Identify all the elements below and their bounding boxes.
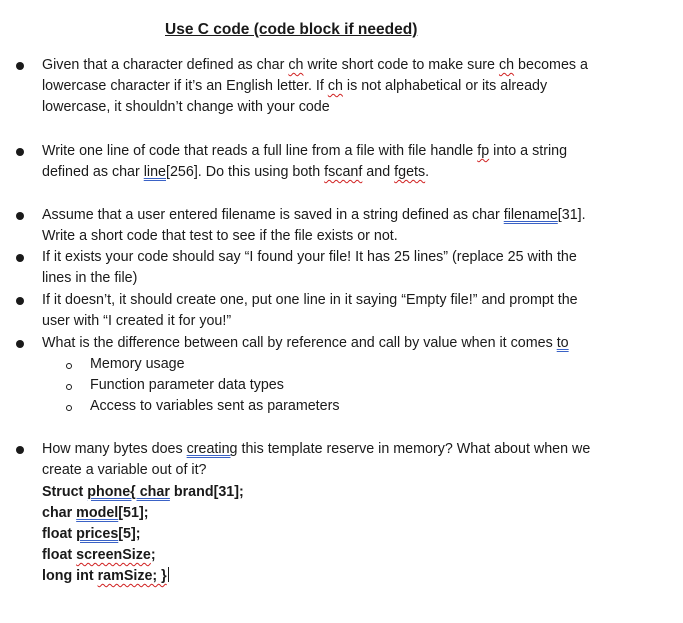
- sub-item-memory-usage: Memory usage: [90, 356, 185, 372]
- question-7-line-2: create a variable out of it?: [42, 462, 207, 478]
- question-6-line-1: What is the difference between call by reference and call by value when it comes to: [42, 335, 569, 351]
- page-title: Use C code (code block if needed): [165, 21, 418, 38]
- question-2-line-2: defined as char line[256]. Do this using both fscanf and fgets.: [42, 164, 430, 180]
- bullet-icon: [16, 340, 24, 348]
- grammar-flag: line: [143, 164, 166, 180]
- question-7-line-1: How many bytes does creating this template reserve in memory? What about when we: [42, 441, 591, 457]
- sub-item-parameter-types: Function parameter data types: [90, 377, 284, 393]
- bullet-icon: [16, 212, 24, 220]
- question-4-line-2: lines in the file): [42, 270, 138, 286]
- question-3: [42, 205, 642, 247]
- grammar-flag: filename: [503, 207, 558, 223]
- question-6: [42, 333, 642, 354]
- bullet-icon: [16, 297, 24, 305]
- question-2-line-1: Write one line of code that reads a full line from a file with file handle fp into a string: [42, 143, 568, 159]
- bullet-icon: [16, 254, 24, 262]
- grammar-flag: model: [76, 505, 119, 521]
- code-line-2: char model[51];: [42, 505, 149, 521]
- hollow-bullet-icon: [66, 384, 72, 390]
- question-5-line-1: If it doesn’t, it should create one, put one line in it saying “Empty file!” and prompt the: [42, 292, 578, 308]
- hollow-bullet-icon: [66, 363, 72, 369]
- grammar-flag: prices: [76, 526, 119, 542]
- code-line-1: Struct phone{ char brand[31];: [42, 484, 244, 500]
- bullet-icon: [16, 446, 24, 454]
- grammar-flag: creating: [186, 441, 238, 457]
- spelling-flag: ch: [327, 78, 343, 94]
- question-3-line-2: Write a short code that test to see if the file exists or not.: [42, 228, 398, 244]
- code-line-3: float prices[5];: [42, 526, 141, 542]
- question-5: [42, 290, 642, 332]
- question-2: [42, 141, 642, 183]
- hollow-bullet-icon: [66, 405, 72, 411]
- sub-item-variable-access: Access to variables sent as parameters: [90, 398, 340, 414]
- spelling-flag: fgets: [394, 164, 426, 180]
- spelling-flag: fscanf: [324, 164, 363, 180]
- grammar-flag: to: [556, 335, 569, 351]
- question-3-line-1: Assume that a user entered filename is saved in a string defined as char filename[31].: [42, 207, 586, 223]
- code-line-5: long int ramSize; }: [42, 568, 167, 584]
- question-1: [42, 55, 642, 118]
- grammar-flag: phone{ char: [87, 484, 170, 500]
- bullet-icon: [16, 148, 24, 156]
- bullet-icon: [16, 62, 24, 70]
- question-1-line-1: Given that a character defined as char ch write short code to make sure ch becomes a: [42, 57, 588, 73]
- question-1-line-2: lowercase character if it’s an English letter. If ch is not alphabetical or its already: [42, 78, 548, 94]
- text-cursor[interactable]: [168, 567, 169, 582]
- spelling-flag: fp: [477, 143, 490, 159]
- spelling-flag: ch: [498, 57, 515, 73]
- code-line-4: float screenSize;: [42, 547, 156, 563]
- question-4-line-1: If it exists your code should say “I found your file! It has 25 lines” (replace 25 with the: [42, 249, 577, 265]
- spelling-flag: ch: [288, 57, 304, 73]
- question-5-line-2: user with “I created it for you!”: [42, 313, 232, 329]
- question-4: [42, 247, 642, 289]
- question-7: [42, 439, 642, 481]
- spelling-flag: ramSize; }: [97, 568, 167, 584]
- question-1-line-3: lowercase, it shouldn’t change with your code: [42, 99, 330, 115]
- spelling-flag: screenSize: [76, 547, 151, 563]
